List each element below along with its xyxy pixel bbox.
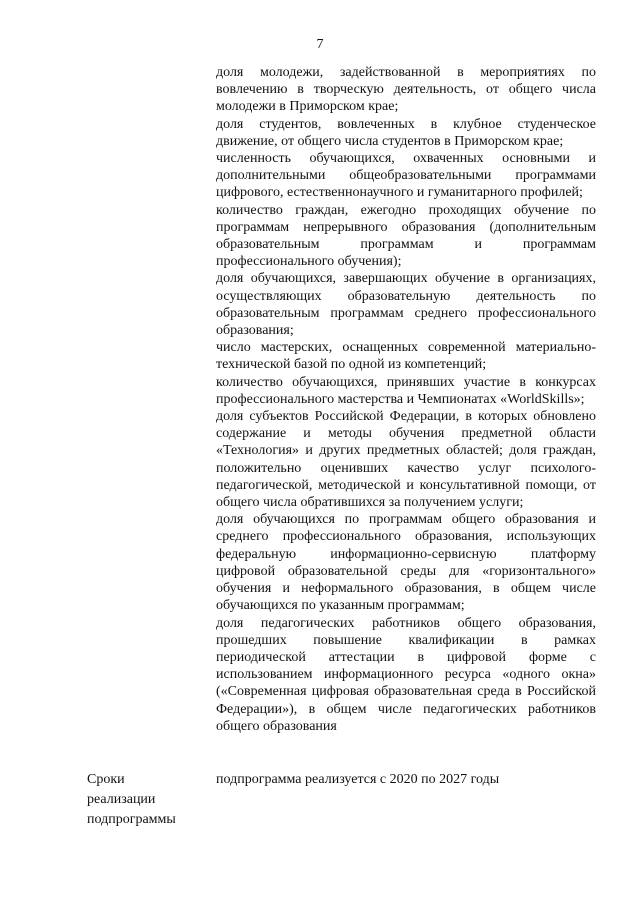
indicator-list [216,64,596,735]
page-number: 7 [316,37,324,52]
list-item: доля обучающихся по программам общего образования и среднего профессионального образования, использующих федеральную информационно-сервисную платформу цифровой образовательной среды для «горизонтального» обучения и неформального образования, в общем числе обучающихся по указанным программам; [216,512,596,614]
list-item: доля субъектов Российской Федерации, в которых обновлено содержание и методы обучения предметной области «Технология» и других предметных областей; доля граждан, положительно оценивших качество услуг психолого-педагогической, методической и консультативной помощи, от общего числа обратившихся за получением услуги; [216,409,596,511]
list-item: количество граждан, ежегодно проходящих обучение по программам непрерывного образования (дополнительным образовательным программам и программам профессионального обучения); [216,202,596,270]
list-item: доля студентов, вовлеченных в клубное студенческое движение, от общего числа студентов в Приморском крае; [216,116,596,149]
list-item: число мастерских, оснащенных современной материально-технической базой по одной из компетенций; [216,340,596,373]
implementation-period-value: подпрограмма реализуется с 2020 по 2027 годы [216,772,500,787]
list-item: доля молодежи, задействованной в мероприятиях по вовлечению в творческую деятельность, от общего числа молодежи в Приморском крае; [216,65,596,115]
implementation-period-label-line: реализации [87,792,156,807]
list-item: доля педагогических работников общего образования, прошедших повышение квалификации в рамках периодической аттестации в цифровой форме с использованием информационного ресурса «одного окна» («Современная цифровая образовательная среда в Российской Федерации»), в общем числе педагогических работников общего образования [216,615,596,734]
implementation-period-label-line: подпрограммы [87,812,176,827]
implementation-period-label-line: Сроки [87,772,125,787]
list-item: доля обучающихся, завершающих обучение в организациях, осуществляющих образовательную деятельность по образовательным программам среднего профессионального образования; [216,271,596,339]
list-item: количество обучающихся, принявших участие в конкурсах профессионального мастерства и Чемпионатах «WorldSkills»; [216,374,596,407]
list-item: численность обучающихся, охваченных основными и дополнительными общеобразовательными программами цифрового, естественнонаучного и гуманитарного профилей; [216,151,596,201]
implementation-period-label [87,770,202,830]
